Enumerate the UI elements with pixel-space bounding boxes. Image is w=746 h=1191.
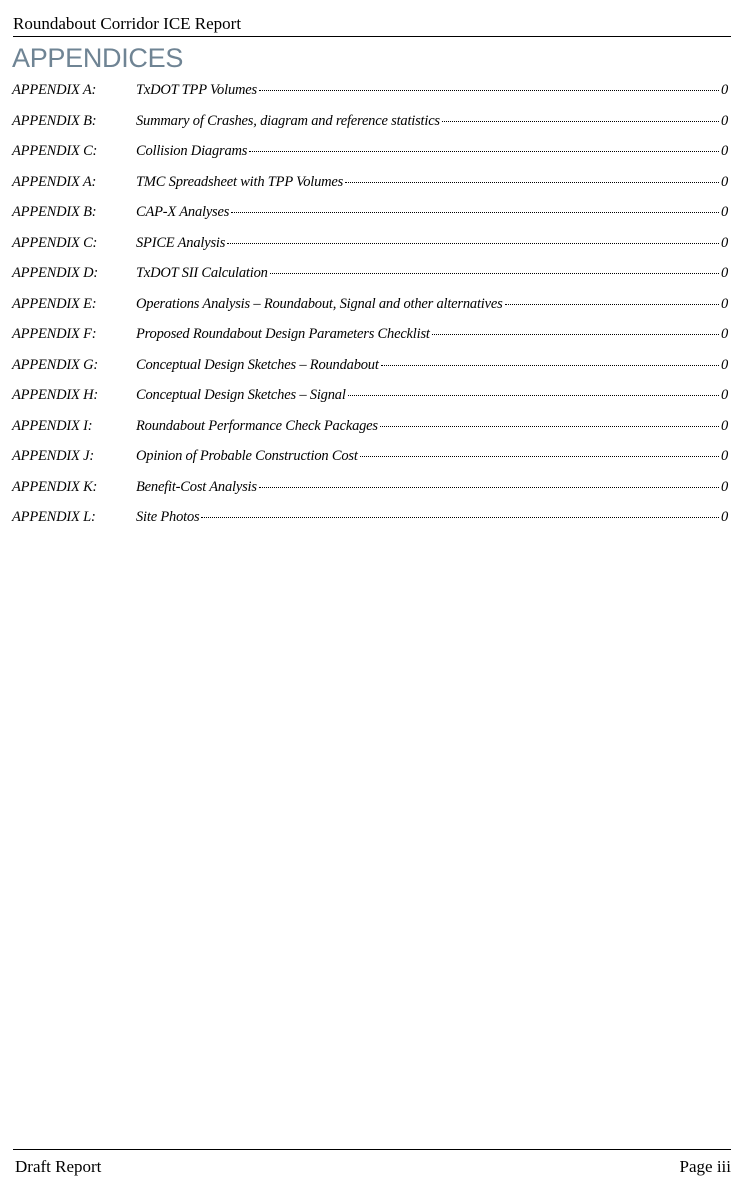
toc-entry-label: APPENDIX C: — [12, 143, 98, 159]
toc-entry-page: 0 — [720, 448, 728, 464]
toc-entry-label: APPENDIX C: — [12, 234, 98, 251]
toc-dot-leader — [348, 394, 719, 396]
toc-entry-page: 0 — [720, 112, 728, 129]
toc-entry-title: SPICE Analysis — [136, 234, 226, 251]
toc-entry[interactable] — [12, 233, 728, 264]
toc-entry-title: Proposed Roundabout Design Parameters Checklist — [136, 326, 430, 342]
toc-entry[interactable] — [12, 477, 728, 508]
toc-entry[interactable] — [12, 111, 728, 142]
toc-entry-label: APPENDIX F: — [12, 326, 97, 342]
toc-entry-page: 0 — [720, 356, 728, 373]
toc-entry-label: APPENDIX J: — [12, 448, 94, 464]
toc-entry-page: 0 — [720, 387, 728, 403]
toc-entry-title: Benefit-Cost Analysis — [136, 478, 257, 495]
toc-entry-title: TxDOT SII Calculation — [136, 265, 268, 281]
toc-entry-label: APPENDIX B: — [12, 112, 97, 129]
toc-entry[interactable] — [12, 80, 728, 111]
toc-entry-page: 0 — [720, 295, 728, 312]
toc-entry-page: 0 — [720, 204, 728, 220]
toc-entry[interactable] — [12, 141, 728, 172]
toc-entry-title: Conceptual Design Sketches – Signal — [136, 387, 346, 403]
toc-entry-title: TMC Spreadsheet with TPP Volumes — [136, 173, 344, 190]
toc-entry[interactable] — [12, 446, 728, 477]
toc-entry[interactable] — [12, 172, 728, 203]
section-title: APPENDICES — [12, 43, 184, 73]
toc-entry-page: 0 — [720, 478, 728, 495]
toc-entry[interactable] — [12, 385, 728, 416]
toc-entry-title: Opinion of Probable Construction Cost — [136, 448, 358, 464]
toc-entry[interactable] — [12, 507, 728, 538]
toc-dot-leader — [249, 150, 719, 152]
toc-entry-title: Operations Analysis – Roundabout, Signal and other alternatives — [136, 295, 503, 312]
toc-entry-page: 0 — [720, 234, 728, 251]
toc-entry[interactable] — [12, 202, 728, 233]
toc-entry[interactable] — [12, 416, 728, 447]
toc-entry-title: Site Photos — [136, 509, 200, 525]
toc-entry-label: APPENDIX I: — [12, 417, 93, 434]
toc-dot-leader — [432, 333, 719, 335]
toc-entry-label: APPENDIX D: — [12, 265, 98, 281]
toc-entry-page: 0 — [720, 509, 728, 525]
footer-document-status: Draft Report — [15, 1157, 102, 1176]
toc-entry-page: 0 — [720, 143, 728, 159]
toc-entry-label: APPENDIX A: — [12, 173, 97, 190]
toc-entry-page: 0 — [720, 417, 728, 434]
toc-entry-title: CAP-X Analyses — [136, 204, 230, 220]
toc-entry-page: 0 — [720, 82, 728, 98]
toc-dot-leader — [259, 89, 719, 91]
toc-entry-label: APPENDIX E: — [12, 295, 97, 312]
running-header — [13, 10, 731, 37]
report-title: Roundabout Corridor ICE Report — [13, 14, 242, 33]
toc-entry-title: Conceptual Design Sketches – Roundabout — [136, 356, 379, 373]
toc-dot-leader — [270, 272, 719, 274]
toc-dot-leader — [201, 516, 718, 518]
toc-entry-page: 0 — [720, 326, 728, 342]
toc-entry-page: 0 — [720, 173, 728, 190]
toc-entry-title: TxDOT TPP Volumes — [136, 82, 257, 98]
toc-entry-label: APPENDIX L: — [12, 509, 96, 525]
toc-entry-title: Summary of Crashes, diagram and reference statistics — [136, 112, 440, 129]
toc-entry[interactable] — [12, 294, 728, 325]
running-footer — [13, 1149, 731, 1182]
toc-entry-label: APPENDIX A: — [12, 82, 97, 98]
toc-entry[interactable] — [12, 355, 728, 386]
toc-dot-leader — [380, 425, 719, 427]
toc-dot-leader — [227, 242, 719, 244]
toc-entry-label: APPENDIX G: — [12, 356, 98, 373]
toc-entry-title: Roundabout Performance Check Packages — [136, 417, 378, 434]
toc-entry-page: 0 — [720, 265, 728, 281]
toc-dot-leader — [231, 211, 719, 213]
toc-entry-label: APPENDIX K: — [12, 478, 98, 495]
toc-dot-leader — [505, 303, 719, 305]
toc-dot-leader — [360, 455, 719, 457]
toc-dot-leader — [442, 120, 719, 122]
toc-entry-label: APPENDIX B: — [12, 204, 97, 220]
toc-dot-leader — [381, 364, 719, 366]
toc-entry-title: Collision Diagrams — [136, 143, 248, 159]
toc-entry[interactable] — [12, 324, 728, 355]
toc-entry[interactable] — [12, 263, 728, 294]
appendix-toc — [12, 80, 728, 538]
toc-dot-leader — [259, 486, 719, 488]
toc-entry-label: APPENDIX H: — [12, 387, 98, 403]
toc-dot-leader — [345, 181, 719, 183]
footer-page-number: Page iii — [679, 1157, 731, 1176]
